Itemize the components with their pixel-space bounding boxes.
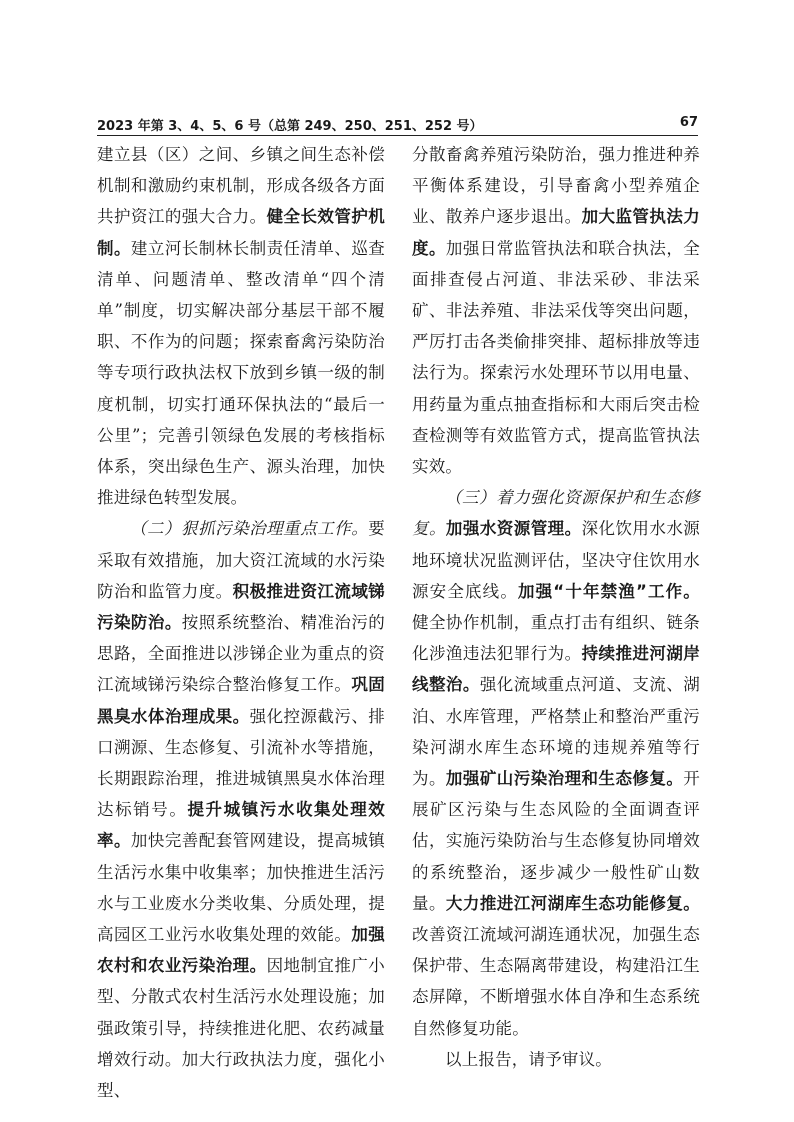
section-heading: （二）狠抓污染治理重点工作。 xyxy=(130,519,369,539)
text-run: 要采取有效措施，加大资江流域的水污染防治和监管力度。 xyxy=(97,519,385,601)
bold-heading: 加强“十年禁渔”工作。 xyxy=(517,581,701,601)
paragraph xyxy=(412,139,700,482)
text-run: 分散畜禽养殖污染防治，强力推进种养平衡体系建设，引导畜禽小型养殖企业、散养户逐步退出。 xyxy=(412,145,700,227)
text-run: 因地制宜推广小型、分散式农村生活污水处理设施；加强政策引导，持续推进化肥、农药减量增效行动。加大行政执法力度，强化小型、 xyxy=(97,956,385,1101)
bold-heading: 健全长效管护机制。 xyxy=(97,207,385,258)
text-run: 加强日常监管执法和联合执法，全面排查侵占河道、非法采砂、非法采矿、非法养殖、非法采伐等突出问题，严厉打击各类偷排突排、超标排放等违法行为。探索污水处理环节以用电量、用药量为重点抽查指标和大雨后突击检查检测等有效监管方式，提高监管执法实效。 xyxy=(412,238,701,477)
text-run: 深化饮用水水源地环境状况监测评估，坚决守住饮用水源安全底线。 xyxy=(412,519,700,601)
bold-heading: 加强水资源管理。 xyxy=(445,519,582,539)
text-run: 加快完善配套管网建设，提高城镇生活污水集中收集率；加快推进生活污水与工业废水分类收集、分质处理，提高园区工业污水收集处理的效能。 xyxy=(97,831,386,945)
paragraph xyxy=(97,513,385,1106)
bold-heading: 积极推进资江流域锑污染防治。 xyxy=(97,581,385,633)
text-run: 按照系统整治、精准治污的思路，全面推进以涉锑企业为重点的资江流域锑污染综合整治修复工作。 xyxy=(97,613,385,695)
bold-heading: 大力推进江河湖库生态功能修复。 xyxy=(445,893,701,913)
page-number: 67 xyxy=(679,115,698,130)
bold-heading: 持续推进河湖岸线整治。 xyxy=(412,644,700,695)
bold-heading: 巩固黑臭水体治理成果。 xyxy=(97,675,385,726)
paragraph xyxy=(97,139,385,513)
text-run: 开展矿区污染与生态风险的全面调查评估，实施污染防治与生态修复协同增效的系统整治，逐步减少一般性矿山数量。 xyxy=(412,769,700,913)
text-run: 强化流域重点河道、支流、湖泊、水库管理，严格禁止和整治严重污染河湖水库生态环境的违规养殖等行为。 xyxy=(412,675,700,789)
bold-heading: 提升城镇污水收集处理效率。 xyxy=(97,800,386,851)
text-run: 建立河长制林长制责任清单、巡查清单、问题清单、整改清单“四个清单”制度，切实解决部分基层干部不履职、不作为的问题；探索畜禽污染防治等专项行政执法权下放到乡镇一级的制度机制，切实打通环保执法的“最后一公里”；完善引领绿色发展的考核指标体系，突出绿色生产、源头治理，加快推进绿色转型发展。 xyxy=(97,238,386,508)
right-column xyxy=(412,139,700,1075)
section-heading: （三）着力强化资源保护和生态修复。 xyxy=(412,488,700,539)
bold-heading: 加强农村和农业污染治理。 xyxy=(97,925,385,976)
text-run: 改善资江流域河湖连通状况，加强生态保护带、生态隔离带建设，构建沿江生态屏障，不断增强水体自净和生态系统自然修复功能。 xyxy=(412,925,700,1038)
bold-heading: 加大监管执法力度。 xyxy=(412,207,700,258)
page-header xyxy=(97,115,698,136)
issue-info: 2023 年第 3、4、5、6 号（总第 249、250、251、252 号） xyxy=(97,119,483,134)
bold-heading: 加强矿山污染治理和生态修复。 xyxy=(445,769,684,789)
text-run: 健全协作机制，重点打击有组织、链条化涉渔违法犯罪行为。 xyxy=(412,613,700,664)
paragraph xyxy=(412,482,700,1044)
text-run: 建立县（区）之间、乡镇之间生态补偿机制和激励约束机制，形成各级各方面共护资江的强大合力。 xyxy=(97,145,385,227)
text-run: 强化控源截污、排口溯源、生态修复、引流补水等措施，长期跟踪治理，推进城镇黑臭水体治理达标销号。 xyxy=(97,706,385,820)
closing-line: 以上报告，请予审议。 xyxy=(445,1049,612,1069)
left-column xyxy=(97,139,385,1106)
